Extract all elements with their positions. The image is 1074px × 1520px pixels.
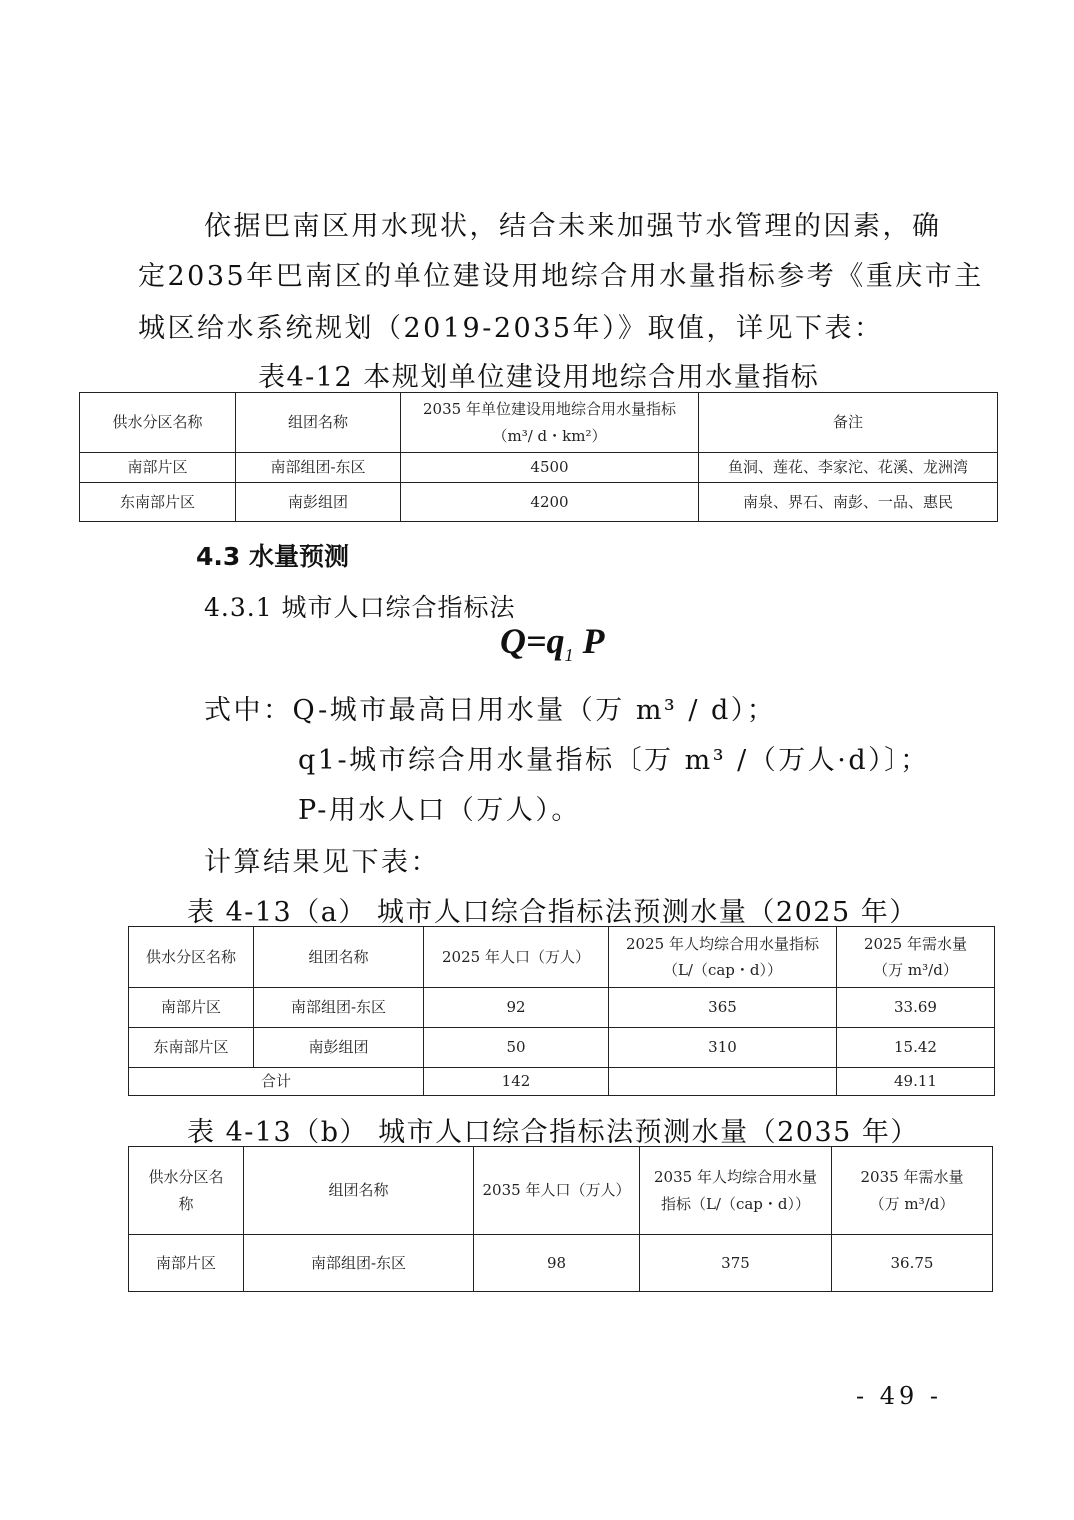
header-cell: 供水分区名称 bbox=[80, 393, 236, 453]
header-line: 指标（L/（cap・d）） bbox=[660, 1194, 811, 1213]
header-cell: 备注 bbox=[699, 393, 998, 453]
header-cell: 2035 年人口（万人） bbox=[474, 1147, 640, 1235]
result-intro: 计算结果见下表： bbox=[204, 847, 440, 878]
header-line: （L/（cap・d）） bbox=[662, 961, 783, 979]
cell: 南彭组团 bbox=[236, 483, 401, 522]
total-label: 合计 bbox=[129, 1068, 424, 1096]
where-line-2: q1-城市综合用水量指标〔万 m³ /（万人·d）〕； bbox=[298, 745, 930, 776]
header-line: （万 m³/d） bbox=[873, 961, 958, 979]
table-header-row bbox=[129, 927, 995, 988]
intro-line-3: 城区给水系统规划（2019-2035年）》取值，详见下表： bbox=[138, 313, 884, 344]
table-412 bbox=[79, 392, 998, 522]
cell: 南泉、界石、南彭、一品、惠民 bbox=[699, 483, 998, 522]
cell: 鱼洞、莲花、李家沱、花溪、龙洲湾 bbox=[699, 453, 998, 483]
cell: 375 bbox=[640, 1235, 832, 1292]
table-total-row bbox=[129, 1068, 995, 1096]
cell: 310 bbox=[609, 1028, 837, 1068]
formula-subscript: 1 bbox=[564, 645, 574, 666]
table-row bbox=[129, 988, 995, 1028]
where-line-1: 式中：Q-城市最高日用水量（万 m³ / d）； bbox=[204, 695, 777, 726]
header-line: 供水分区名 bbox=[148, 1168, 224, 1187]
table-row bbox=[129, 1235, 993, 1292]
cell: 南部片区 bbox=[129, 988, 254, 1028]
table-413b-caption: 表 4-13（b） 城市人口综合指标法预测水量（2035 年） bbox=[187, 1117, 919, 1148]
cell bbox=[609, 1068, 837, 1096]
header-cell: 组团名称 bbox=[244, 1147, 474, 1235]
where-line-3: P-用水人口（万人）。 bbox=[298, 795, 581, 826]
table-413b bbox=[128, 1146, 993, 1292]
cell: 4200 bbox=[401, 483, 699, 522]
cell: 南部组团-东区 bbox=[254, 988, 424, 1028]
header-cell: 供水分区名称 bbox=[129, 927, 254, 988]
intro-line-2: 定2035年巴南区的单位建设用地综合用水量指标参考《重庆市主 bbox=[138, 261, 984, 292]
cell: 98 bbox=[474, 1235, 640, 1292]
formula-right: P bbox=[573, 621, 605, 661]
cell: 365 bbox=[609, 988, 837, 1028]
cell: 33.69 bbox=[837, 988, 995, 1028]
cell: 49.11 bbox=[837, 1068, 995, 1096]
cell: 东南部片区 bbox=[80, 483, 236, 522]
cell: 南部组团-东区 bbox=[236, 453, 401, 483]
table-header-row bbox=[129, 1147, 993, 1235]
cell: 4500 bbox=[401, 453, 699, 483]
table-413a bbox=[128, 926, 995, 1096]
page-number: - 49 - bbox=[856, 1382, 943, 1410]
table-row bbox=[80, 453, 998, 483]
table-row bbox=[129, 1028, 995, 1068]
cell: 南部片区 bbox=[129, 1235, 244, 1292]
table-row bbox=[80, 483, 998, 522]
header-cell: 组团名称 bbox=[254, 927, 424, 988]
header-cell bbox=[837, 927, 995, 988]
header-line: 2025 年人均综合用水量指标 bbox=[626, 934, 819, 953]
cell: 50 bbox=[424, 1028, 609, 1068]
header-cell bbox=[609, 927, 837, 988]
cell: 15.42 bbox=[837, 1028, 995, 1068]
header-line: 2035 年单位建设用地综合用水量指标 bbox=[423, 400, 676, 419]
cell: 南彭组团 bbox=[254, 1028, 424, 1068]
formula-left: Q=q bbox=[500, 621, 565, 661]
header-line: 2025 年需水量 bbox=[864, 934, 967, 953]
header-line: （万 m³/d） bbox=[869, 1194, 955, 1213]
header-cell: 组团名称 bbox=[236, 393, 401, 453]
cell: 92 bbox=[424, 988, 609, 1028]
intro-line-1: 依据巴南区用水现状，结合未来加强节水管理的因素，确 bbox=[204, 211, 942, 242]
header-line: 2035 年人均综合用水量 bbox=[654, 1168, 817, 1187]
cell: 142 bbox=[424, 1068, 609, 1096]
header-cell bbox=[832, 1147, 993, 1235]
header-cell: 2025 年人口（万人） bbox=[424, 927, 609, 988]
header-line: （m³/ d・km²） bbox=[492, 426, 607, 445]
cell: 36.75 bbox=[832, 1235, 993, 1292]
header-cell bbox=[640, 1147, 832, 1235]
table-header-row bbox=[80, 393, 998, 453]
subsection-heading: 4.3.1 城市人口综合指标法 bbox=[204, 593, 516, 622]
header-line: 称 bbox=[178, 1194, 194, 1213]
cell: 南部片区 bbox=[80, 453, 236, 483]
header-line: 2035 年需水量 bbox=[860, 1168, 964, 1187]
header-cell bbox=[129, 1147, 244, 1235]
header-cell bbox=[401, 393, 699, 453]
section-heading: 4.3 水量预测 bbox=[196, 542, 349, 571]
table-413a-caption: 表 4-13（a） 城市人口综合指标法预测水量（2025 年） bbox=[187, 897, 918, 928]
cell: 南部组团-东区 bbox=[244, 1235, 474, 1292]
table-412-caption: 表4-12 本规划单位建设用地综合用水量指标 bbox=[258, 362, 820, 393]
cell: 东南部片区 bbox=[129, 1028, 254, 1068]
formula bbox=[500, 620, 605, 666]
